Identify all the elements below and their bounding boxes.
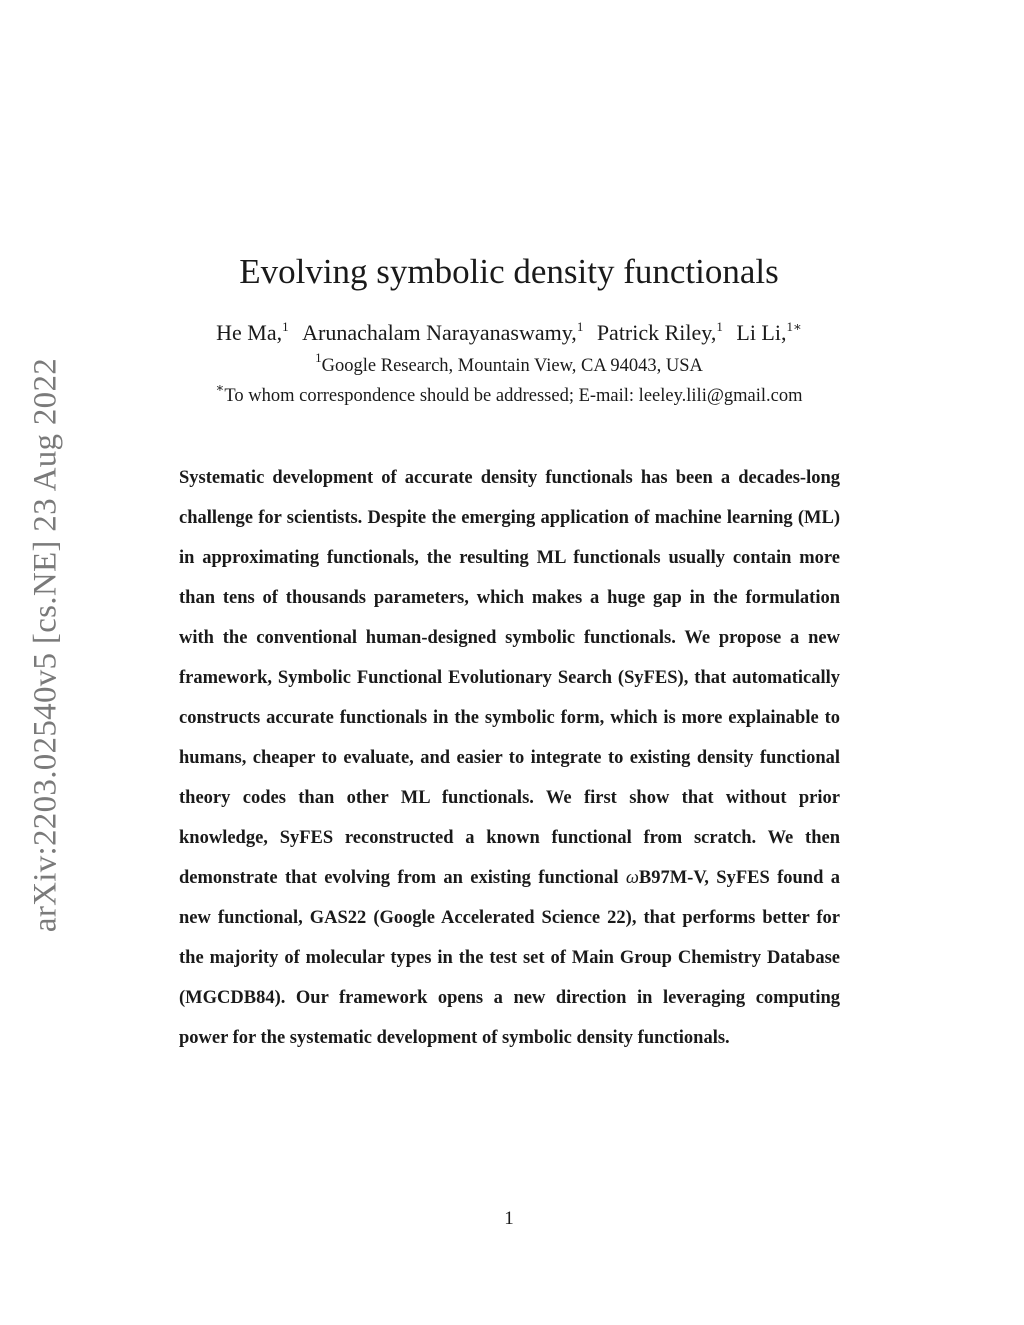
- affiliation-mark: 1: [315, 350, 322, 365]
- correspondence-text: To whom correspondence should be addressed; E-mail: leeley.lili@gmail.com: [224, 386, 803, 406]
- abstract-paragraph: [179, 458, 840, 1058]
- author-list: [0, 320, 1018, 346]
- author-li-li: [736, 320, 801, 345]
- affiliation-mark: 1: [716, 319, 723, 334]
- omega-symbol: ω: [625, 868, 639, 888]
- author-name: Patrick Riley,: [596, 320, 717, 345]
- abstract-text-part1: Systematic development of accurate density functionals has been a decades-long challenge for scientists. Despite the emerging application of machine learning (ML) in approximating functionals, the resulting ML functionals usually contain more than tens of thousands parameters, which makes a huge gap in the formulation with the conventional human-designed symbolic functionals. We propose a new framework, Symbolic Functional Evolutionary Search (SyFES), that automatically constructs accurate functionals in the symbolic form, which is more explainable to humans, cheaper to evaluate, and easier to integrate to existing density functional theory codes than other ML functionals. We first show that without prior knowledge, SyFES reconstructed a known functional from scratch. We then demonstrate that evolving from an existing functional: [179, 468, 840, 888]
- author-affiliation: [0, 350, 1018, 377]
- author-name: Li Li,: [736, 320, 787, 345]
- correspondence-mark: ∗: [215, 380, 225, 395]
- affiliation-text: Google Research, Mountain View, CA 94043, USA: [321, 356, 703, 376]
- author-arunachalam-narayanaswamy: [302, 320, 583, 345]
- affiliation-mark: 1: [282, 319, 289, 334]
- author-he-ma: [216, 320, 288, 345]
- abstract-text-part2: B97M-V, SyFES found a new functional, GAS22 (Google Accelerated Science 22), that performs better for the majority of molecular types in the test set of Main Group Chemistry Database (MGCDB84). Our framework opens a new direction in leveraging computing power for the systematic development of symbolic density functionals.: [179, 868, 840, 1048]
- arxiv-identifier-stamp: arXiv:2203.02540v5 [cs.NE] 23 Aug 2022: [27, 357, 64, 933]
- correspondence-note: [0, 380, 1018, 407]
- affiliation-mark: 1∗: [786, 319, 802, 334]
- page-number: 1: [504, 1208, 514, 1229]
- affiliation-mark: 1: [576, 319, 584, 334]
- author-name: He Ma,: [216, 320, 283, 345]
- author-patrick-riley: [597, 320, 723, 345]
- paper-title: Evolving symbolic density functionals: [239, 252, 779, 291]
- author-name: Arunachalam Narayanaswamy,: [302, 320, 577, 345]
